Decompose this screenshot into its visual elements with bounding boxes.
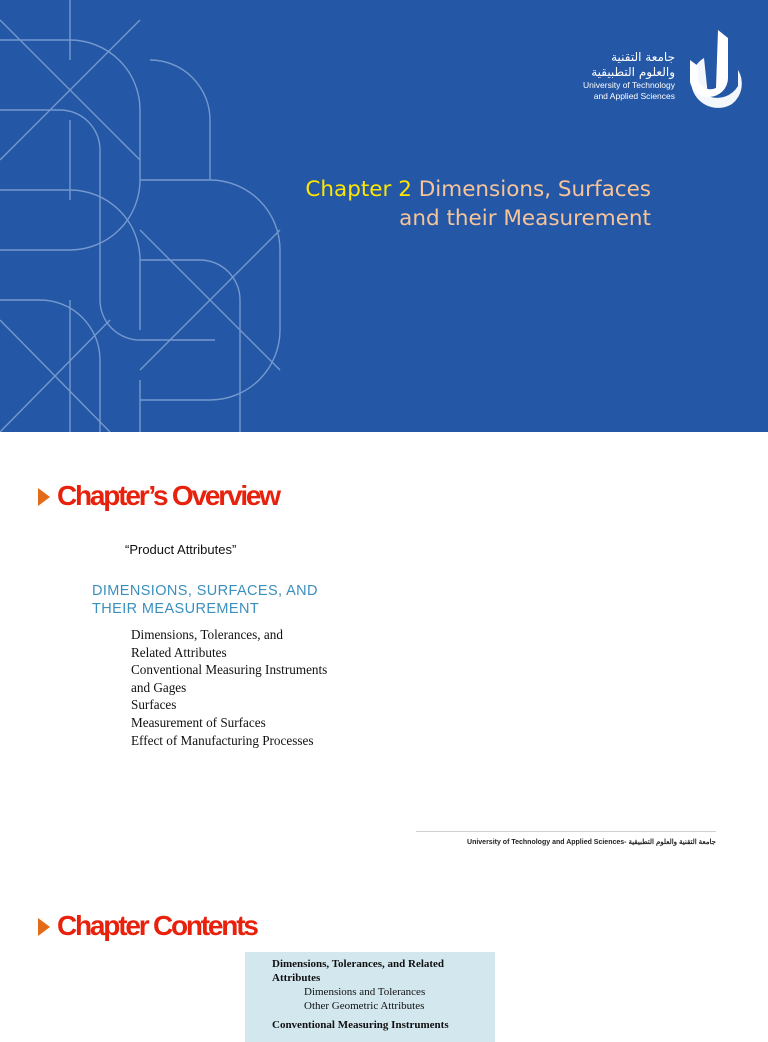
contents-subitem: Other Geometric Attributes (304, 1000, 425, 1012)
list-item: Effect of Manufacturing Processes (131, 732, 314, 748)
contents-next-section: Conventional Measuring Instruments (272, 1019, 449, 1031)
title-slide (0, 0, 768, 432)
footer-divider (416, 831, 716, 832)
overview-heading-text: Chapter’s Overview (57, 480, 279, 511)
bullet-arrow-icon (38, 918, 50, 936)
logo-arabic-line1: جامعة التقنية (611, 50, 675, 64)
contents-subitems (304, 985, 425, 1013)
chapter-number: Chapter 2 (305, 177, 412, 202)
chapter-title-line1: Dimensions, Surfaces (418, 177, 651, 202)
overview-heading (38, 480, 279, 512)
contents-box (245, 952, 495, 1042)
contents-heading-text: Chapter Contents (57, 910, 257, 941)
chapter-title (305, 175, 651, 233)
list-item: Dimensions, Tolerances, and (131, 627, 283, 642)
university-logo-text (583, 50, 675, 102)
section-title-line1: DIMENSIONS, SURFACES, AND (92, 583, 318, 599)
logo-english-line1: University of Technology (583, 80, 675, 90)
contents-bold-line2: Attributes (272, 972, 321, 984)
list-item: Related Attributes (131, 644, 227, 660)
contents-slide (0, 864, 768, 1031)
list-item: Surfaces (131, 697, 177, 713)
contents-bold-line1: Dimensions, Tolerances, and Related (272, 958, 445, 970)
logo-english-line2: and Applied Sciences (593, 91, 675, 101)
list-item: Conventional Measuring Instruments (131, 662, 328, 678)
list-item: Measurement of Surfaces (131, 714, 266, 730)
university-logo-icon (688, 30, 740, 106)
list-item: and Gages (131, 679, 187, 695)
logo-arabic-line2: والعلوم التطبيقية (591, 65, 675, 79)
overview-list (131, 626, 327, 749)
overview-slide (0, 432, 768, 864)
product-attributes-subtitle: “Product Attributes” (125, 542, 237, 557)
slide-footer: University of Technology and Applied Sciences- جامعة التقنية والعلوم التطبيقية (467, 839, 716, 846)
bullet-arrow-icon (38, 488, 50, 506)
contents-heading (38, 910, 257, 942)
contents-section-title (272, 957, 444, 985)
section-title-line2: THEIR MEASUREMENT (92, 601, 260, 617)
section-title (92, 582, 318, 618)
decorative-line-pattern (0, 0, 290, 432)
contents-subitem: Dimensions and Tolerances (304, 986, 426, 998)
chapter-title-line2: and their Measurement (399, 206, 651, 231)
